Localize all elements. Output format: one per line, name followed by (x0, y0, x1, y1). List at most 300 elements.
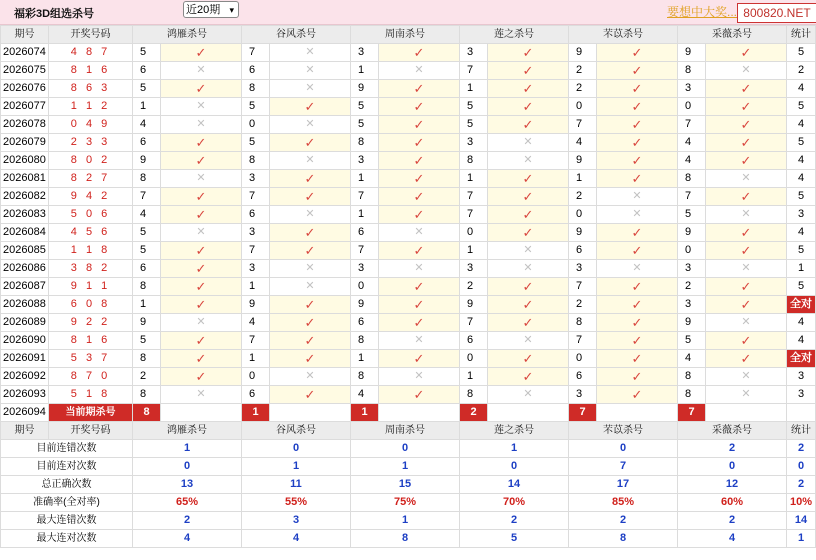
kill-number-cell: 2 (678, 278, 706, 296)
check-icon: ✓ (706, 44, 787, 62)
kill-number-cell: 1 (569, 170, 597, 188)
empty-cell (488, 404, 569, 422)
stat-cell: 4 (787, 116, 816, 134)
check-icon: ✓ (270, 386, 351, 404)
summary-value: 5 (460, 530, 569, 548)
summary-value: 2 (460, 512, 569, 530)
issue-cell: 2026089 (1, 314, 49, 332)
kill-number-cell: 0 (351, 278, 379, 296)
kill-number-cell: 6 (351, 314, 379, 332)
cross-icon: ✕ (270, 152, 351, 170)
check-icon: ✓ (706, 350, 787, 368)
kill-number-cell: 1 (351, 170, 379, 188)
check-icon: ✓ (597, 332, 678, 350)
kill-number-cell: 6 (569, 242, 597, 260)
stat-cell: 1 (787, 260, 816, 278)
check-icon: ✓ (597, 278, 678, 296)
summary-value: 8 (351, 530, 460, 548)
check-icon: ✓ (270, 332, 351, 350)
kill-number-cell: 2 (460, 278, 488, 296)
check-icon: ✓ (597, 242, 678, 260)
cross-icon: ✕ (270, 206, 351, 224)
check-icon: ✓ (270, 350, 351, 368)
draw-number-cell: 8 1 6 (49, 332, 133, 350)
check-icon: ✓ (706, 224, 787, 242)
check-icon: ✓ (706, 134, 787, 152)
summary-value: 60% (678, 494, 787, 512)
cross-icon: ✕ (161, 224, 242, 242)
kill-number-cell: 7 (460, 314, 488, 332)
issue-cell: 2026082 (1, 188, 49, 206)
kill-number-cell: 0 (569, 98, 597, 116)
kill-number-cell: 8 (678, 170, 706, 188)
cross-icon: ✕ (488, 134, 569, 152)
kill-number-cell: 9 (678, 44, 706, 62)
check-icon: ✓ (379, 116, 460, 134)
stat-cell: 4 (787, 332, 816, 350)
cross-icon: ✕ (706, 206, 787, 224)
summary-value: 7 (569, 458, 678, 476)
kill-number-cell: 1 (460, 368, 488, 386)
kill-number-cell: 1 (242, 278, 270, 296)
kill-number-cell: 6 (460, 332, 488, 350)
page-title: 福彩3D组选杀号 (14, 8, 95, 20)
cross-icon: ✕ (488, 242, 569, 260)
table-row (1, 242, 816, 260)
kill-number-cell: 0 (460, 224, 488, 242)
kill-number-cell: 2 (569, 188, 597, 206)
draw-number-cell: 8 0 2 (49, 152, 133, 170)
draw-number-cell: 4 8 7 (49, 44, 133, 62)
kill-number-cell: 4 (351, 386, 379, 404)
header-method-3: 周南杀号 (351, 422, 460, 440)
all-correct-badge: 全对 (787, 350, 816, 368)
check-icon: ✓ (161, 350, 242, 368)
check-icon: ✓ (161, 80, 242, 98)
summary-row (1, 476, 816, 494)
summary-value: 1 (133, 440, 242, 458)
table-row (1, 386, 816, 404)
draw-number-cell: 6 0 8 (49, 296, 133, 314)
kill-number-cell: 6 (242, 206, 270, 224)
summary-value: 1 (242, 458, 351, 476)
check-icon: ✓ (597, 80, 678, 98)
empty-cell (597, 404, 678, 422)
draw-number-cell: 9 1 1 (49, 278, 133, 296)
stat-cell: 4 (787, 224, 816, 242)
check-icon: ✓ (379, 134, 460, 152)
check-icon: ✓ (379, 152, 460, 170)
kill-number-cell: 1 (133, 98, 161, 116)
issue-cell: 2026076 (1, 80, 49, 98)
summary-value: 14 (460, 476, 569, 494)
table-row (1, 80, 816, 98)
cross-icon: ✕ (488, 386, 569, 404)
header-method-3: 周南杀号 (351, 26, 460, 44)
check-icon: ✓ (161, 260, 242, 278)
table-row (1, 224, 816, 242)
cross-icon: ✕ (379, 368, 460, 386)
check-icon: ✓ (161, 296, 242, 314)
kill-number-cell: 7 (678, 116, 706, 134)
table-row (1, 152, 816, 170)
table-row (1, 278, 816, 296)
check-icon: ✓ (379, 98, 460, 116)
stat-cell: 5 (787, 278, 816, 296)
cross-icon: ✕ (270, 44, 351, 62)
issue-cell: 2026074 (1, 44, 49, 62)
check-icon: ✓ (270, 188, 351, 206)
kill-number-cell: 9 (569, 152, 597, 170)
check-icon: ✓ (270, 314, 351, 332)
kill-number-cell: 1 (242, 350, 270, 368)
summary-value: 3 (242, 512, 351, 530)
header-stats: 统计 (787, 26, 816, 44)
empty-cell (706, 404, 787, 422)
kill-number-cell: 8 (133, 170, 161, 188)
check-icon: ✓ (706, 296, 787, 314)
check-icon: ✓ (706, 242, 787, 260)
kill-number-cell: 8 (569, 314, 597, 332)
summary-value: 8 (569, 530, 678, 548)
check-icon: ✓ (597, 368, 678, 386)
current-kill-number: 1 (242, 404, 270, 422)
kill-number-cell: 8 (351, 332, 379, 350)
summary-value: 0 (351, 440, 460, 458)
kill-number-cell: 8 (133, 386, 161, 404)
check-icon: ✓ (597, 62, 678, 80)
kill-number-cell: 7 (242, 332, 270, 350)
summary-value: 75% (351, 494, 460, 512)
cross-icon: ✕ (706, 314, 787, 332)
kill-number-cell: 6 (133, 62, 161, 80)
header-method-5: 芣苡杀号 (569, 422, 678, 440)
kill-number-table (0, 25, 816, 548)
current-issue-cell: 2026094 (1, 404, 49, 422)
kill-number-cell: 5 (133, 332, 161, 350)
kill-number-cell: 4 (569, 134, 597, 152)
check-icon: ✓ (379, 386, 460, 404)
kill-number-cell: 9 (351, 296, 379, 314)
kill-number-cell: 5 (133, 80, 161, 98)
current-period-row (1, 404, 816, 422)
issue-cell: 2026092 (1, 368, 49, 386)
kill-number-cell: 8 (351, 368, 379, 386)
kill-number-cell: 4 (678, 134, 706, 152)
summary-value: 12 (678, 476, 787, 494)
check-icon: ✓ (161, 278, 242, 296)
kill-number-cell: 5 (242, 98, 270, 116)
kill-number-cell: 8 (351, 134, 379, 152)
check-icon: ✓ (706, 152, 787, 170)
table-footer-header (1, 422, 816, 440)
check-icon: ✓ (161, 134, 242, 152)
stat-cell: 2 (787, 62, 816, 80)
kill-number-cell: 3 (460, 134, 488, 152)
kill-number-cell: 3 (678, 80, 706, 98)
summary-stat: 10% (787, 494, 816, 512)
current-kill-number: 7 (678, 404, 706, 422)
table-row (1, 314, 816, 332)
kill-number-cell: 7 (242, 44, 270, 62)
kill-number-cell: 7 (351, 242, 379, 260)
kill-number-cell: 8 (133, 350, 161, 368)
kill-number-cell: 9 (242, 296, 270, 314)
summary-value: 1 (351, 458, 460, 476)
kill-number-cell: 0 (678, 98, 706, 116)
current-kill-number: 1 (351, 404, 379, 422)
cross-icon: ✕ (488, 152, 569, 170)
cross-icon: ✕ (270, 80, 351, 98)
kill-number-cell: 7 (242, 188, 270, 206)
check-icon: ✓ (488, 98, 569, 116)
current-kill-number: 7 (569, 404, 597, 422)
summary-row (1, 458, 816, 476)
summary-value: 0 (569, 440, 678, 458)
issue-cell: 2026091 (1, 350, 49, 368)
draw-number-cell: 2 3 3 (49, 134, 133, 152)
kill-number-cell: 7 (569, 278, 597, 296)
check-icon: ✓ (488, 314, 569, 332)
summary-stat: 2 (787, 476, 816, 494)
kill-number-cell: 3 (678, 260, 706, 278)
header-draw: 开奖号码 (49, 26, 133, 44)
issue-cell: 2026087 (1, 278, 49, 296)
kill-number-cell: 1 (351, 206, 379, 224)
stat-cell: 4 (787, 152, 816, 170)
check-icon: ✓ (597, 296, 678, 314)
check-icon: ✓ (379, 296, 460, 314)
draw-number-cell: 8 6 3 (49, 80, 133, 98)
check-icon: ✓ (161, 242, 242, 260)
kill-number-cell: 5 (133, 224, 161, 242)
kill-number-cell: 8 (133, 278, 161, 296)
kill-number-cell: 6 (133, 134, 161, 152)
stat-cell: 5 (787, 44, 816, 62)
summary-value: 2 (133, 512, 242, 530)
cross-icon: ✕ (597, 260, 678, 278)
kill-number-cell: 3 (460, 260, 488, 278)
kill-number-cell: 7 (569, 332, 597, 350)
issue-cell: 2026077 (1, 98, 49, 116)
cross-icon: ✕ (379, 332, 460, 350)
table-row (1, 296, 816, 314)
kill-number-cell: 9 (569, 44, 597, 62)
cross-icon: ✕ (270, 368, 351, 386)
period-select-value: 近20期 (186, 4, 221, 16)
summary-value: 0 (133, 458, 242, 476)
check-icon: ✓ (270, 170, 351, 188)
kill-number-cell: 2 (569, 80, 597, 98)
kill-number-cell: 9 (133, 314, 161, 332)
check-icon: ✓ (161, 188, 242, 206)
check-icon: ✓ (379, 170, 460, 188)
kill-number-cell: 8 (678, 386, 706, 404)
check-icon: ✓ (379, 350, 460, 368)
check-icon: ✓ (488, 350, 569, 368)
summary-value: 1 (351, 512, 460, 530)
cross-icon: ✕ (706, 170, 787, 188)
cross-icon: ✕ (161, 314, 242, 332)
kill-number-cell: 0 (242, 368, 270, 386)
check-icon: ✓ (706, 98, 787, 116)
kill-number-cell: 3 (569, 260, 597, 278)
check-icon: ✓ (706, 80, 787, 98)
header-draw: 开奖号码 (49, 422, 133, 440)
draw-number-cell: 5 1 8 (49, 386, 133, 404)
summary-row (1, 494, 816, 512)
header-method-6: 采薇杀号 (678, 26, 787, 44)
kill-number-cell: 3 (351, 260, 379, 278)
summary-row (1, 440, 816, 458)
summary-label: 最大连对次数 (1, 530, 133, 548)
summary-label: 目前连错次数 (1, 440, 133, 458)
summary-value: 4 (678, 530, 787, 548)
stat-cell: 5 (787, 98, 816, 116)
check-icon: ✓ (161, 152, 242, 170)
top-bar (0, 0, 816, 25)
check-icon: ✓ (488, 170, 569, 188)
table-row (1, 44, 816, 62)
summary-value: 1 (460, 440, 569, 458)
stat-cell: 4 (787, 80, 816, 98)
kill-number-cell: 6 (242, 62, 270, 80)
kill-number-cell: 6 (133, 260, 161, 278)
kill-number-cell: 4 (678, 350, 706, 368)
kill-number-cell: 8 (460, 152, 488, 170)
all-correct-badge: 全对 (787, 296, 816, 314)
kill-number-cell: 5 (351, 98, 379, 116)
cross-icon: ✕ (161, 116, 242, 134)
table-row (1, 206, 816, 224)
kill-number-cell: 4 (678, 152, 706, 170)
check-icon: ✓ (488, 278, 569, 296)
kill-number-cell: 5 (133, 242, 161, 260)
empty-cell (379, 404, 460, 422)
kill-number-cell: 9 (678, 314, 706, 332)
issue-cell: 2026079 (1, 134, 49, 152)
draw-number-cell: 8 7 0 (49, 368, 133, 386)
kill-number-cell: 3 (678, 296, 706, 314)
summary-value: 0 (460, 458, 569, 476)
summary-value: 0 (242, 440, 351, 458)
kill-number-cell: 8 (678, 62, 706, 80)
header-method-4: 莲之杀号 (460, 422, 569, 440)
kill-number-cell: 3 (351, 152, 379, 170)
check-icon: ✓ (706, 332, 787, 350)
summary-value: 65% (133, 494, 242, 512)
empty-cell (161, 404, 242, 422)
kill-number-cell: 5 (678, 206, 706, 224)
kill-number-cell: 1 (133, 296, 161, 314)
stat-cell: 3 (787, 206, 816, 224)
promo-link[interactable]: 要想中大奖... (667, 5, 738, 19)
cross-icon: ✕ (488, 260, 569, 278)
period-select[interactable] (183, 1, 239, 18)
cross-icon: ✕ (161, 62, 242, 80)
cross-icon: ✕ (161, 386, 242, 404)
stat-cell: 5 (787, 242, 816, 260)
empty-cell (270, 404, 351, 422)
draw-number-cell: 8 2 7 (49, 170, 133, 188)
cross-icon: ✕ (161, 98, 242, 116)
summary-value: 2 (678, 512, 787, 530)
check-icon: ✓ (379, 44, 460, 62)
draw-number-cell: 9 4 2 (49, 188, 133, 206)
kill-number-cell: 9 (133, 152, 161, 170)
header-method-6: 采薇杀号 (678, 422, 787, 440)
issue-cell: 2026081 (1, 170, 49, 188)
summary-value: 17 (569, 476, 678, 494)
check-icon: ✓ (379, 206, 460, 224)
table-header (1, 26, 816, 44)
issue-cell: 2026083 (1, 206, 49, 224)
stat-cell: 4 (787, 314, 816, 332)
check-icon: ✓ (270, 224, 351, 242)
kill-number-cell: 0 (242, 116, 270, 134)
kill-number-cell: 5 (351, 116, 379, 134)
check-icon: ✓ (488, 206, 569, 224)
check-icon: ✓ (597, 116, 678, 134)
kill-number-cell: 2 (569, 296, 597, 314)
summary-value: 2 (678, 440, 787, 458)
stat-cell: 5 (787, 188, 816, 206)
cross-icon: ✕ (379, 260, 460, 278)
kill-number-cell: 1 (460, 170, 488, 188)
current-kill-number: 8 (133, 404, 161, 422)
kill-number-cell: 0 (460, 350, 488, 368)
check-icon: ✓ (488, 44, 569, 62)
check-icon: ✓ (379, 188, 460, 206)
check-icon: ✓ (597, 314, 678, 332)
kill-number-cell: 3 (242, 170, 270, 188)
summary-value: 0 (678, 458, 787, 476)
chevron-down-icon: ▾ (229, 5, 234, 15)
check-icon: ✓ (270, 242, 351, 260)
kill-number-cell: 3 (242, 224, 270, 242)
issue-cell: 2026086 (1, 260, 49, 278)
summary-value: 85% (569, 494, 678, 512)
cross-icon: ✕ (270, 260, 351, 278)
table-row (1, 62, 816, 80)
check-icon: ✓ (597, 386, 678, 404)
kill-number-cell: 5 (460, 116, 488, 134)
kill-number-cell: 7 (242, 242, 270, 260)
check-icon: ✓ (270, 134, 351, 152)
summary-value: 55% (242, 494, 351, 512)
table-row (1, 170, 816, 188)
kill-number-cell: 4 (242, 314, 270, 332)
table-row (1, 134, 816, 152)
stat-cell: 5 (787, 134, 816, 152)
check-icon: ✓ (706, 116, 787, 134)
kill-number-cell: 7 (133, 188, 161, 206)
kill-number-cell: 8 (460, 386, 488, 404)
kill-number-cell: 1 (351, 350, 379, 368)
check-icon: ✓ (161, 206, 242, 224)
table-row (1, 188, 816, 206)
summary-stat: 0 (787, 458, 816, 476)
cross-icon: ✕ (706, 368, 787, 386)
cross-icon: ✕ (706, 62, 787, 80)
kill-number-cell: 3 (460, 44, 488, 62)
kill-number-cell: 1 (351, 62, 379, 80)
summary-value: 2 (569, 512, 678, 530)
header-issue: 期号 (1, 422, 49, 440)
cross-icon: ✕ (270, 62, 351, 80)
check-icon: ✓ (379, 242, 460, 260)
check-icon: ✓ (379, 278, 460, 296)
